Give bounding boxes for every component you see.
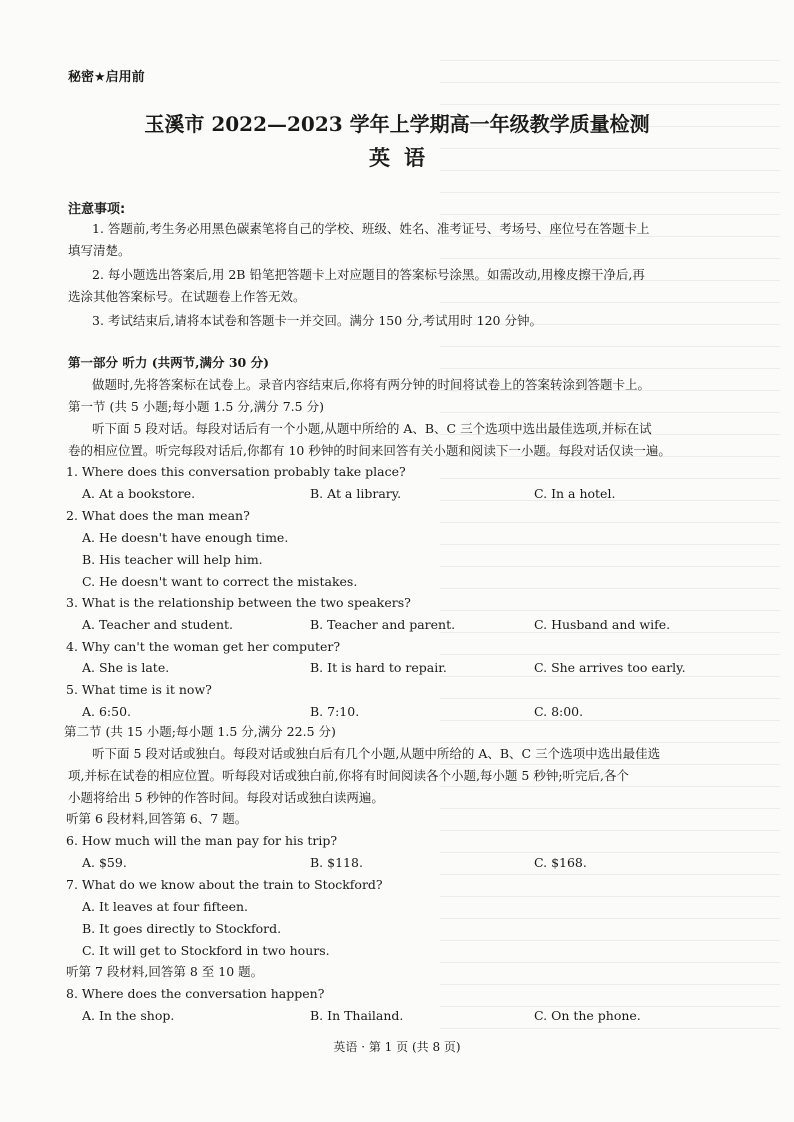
notice-item-1-line-2: 填写清楚。 bbox=[68, 243, 131, 258]
question-7-stem: 7. What do we know about the train to Stockford? bbox=[66, 877, 383, 892]
question-3-stem: 3. What is the relationship between the two speakers? bbox=[66, 595, 411, 610]
section2-instructions-line-3: 小题将给出 5 秒钟的作答时间。每段对话或独白读两遍。 bbox=[68, 790, 384, 805]
page-footer: 英语 · 第 1 页 (共 8 页) bbox=[333, 1040, 461, 1054]
question-3-option-b: B. Teacher and parent. bbox=[310, 617, 456, 632]
section1-instructions-line-1: 听下面 5 段对话。每段对话后有一个小题,从题中所给的 A、B、C 三个选项中选出最佳选项,并标在试 bbox=[92, 421, 652, 436]
question-8-stem: 8. Where does the conversation happen? bbox=[66, 986, 325, 1001]
question-4-stem: 4. Why can't the woman get her computer? bbox=[66, 639, 341, 654]
question-1-option-b: B. At a library. bbox=[310, 486, 402, 501]
notice-item-3: 3. 考试结束后,请将本试卷和答题卡一并交回。满分 150 分,考试用时 120 分钟。 bbox=[92, 313, 542, 328]
question-5-option-a: A. 6:50. bbox=[82, 704, 132, 719]
material-7-instruction: 听第 7 段材料,回答第 8 至 10 题。 bbox=[66, 964, 264, 979]
part1-intro: 做题时,先将答案标在试卷上。录音内容结束后,你将有两分钟的时间将试卷上的答案转涂到答题卡上。 bbox=[92, 377, 650, 392]
question-7-option-b: B. It goes directly to Stockford. bbox=[82, 921, 282, 936]
question-4-option-a: A. She is late. bbox=[82, 660, 170, 675]
question-5-option-c: C. 8:00. bbox=[534, 704, 584, 719]
part1-heading: 第一部分 听力 (共两节,满分 30 分) bbox=[68, 355, 269, 370]
question-2-stem: 2. What does the man mean? bbox=[66, 508, 250, 523]
question-6-stem: 6. How much will the man pay for his trip? bbox=[66, 833, 338, 848]
question-2-option-c: C. He doesn't want to correct the mistakes. bbox=[82, 574, 358, 589]
section1-heading: 第一节 (共 5 小题;每小题 1.5 分,满分 7.5 分) bbox=[68, 399, 324, 414]
question-6-option-a: A. $59. bbox=[82, 855, 127, 870]
scan-bleed-through bbox=[440, 60, 780, 1040]
question-3-option-a: A. Teacher and student. bbox=[82, 617, 234, 632]
notice-heading: 注意事项: bbox=[68, 202, 126, 217]
section2-instructions-line-2: 项,并标在试卷的相应位置。听每段对话或独白前,你将有时间阅读各个小题,每小题 5 秒钟;听完后,各个 bbox=[68, 768, 630, 783]
exam-title: 玉溪市 2022—2023 学年上学期高一年级教学质量检测 bbox=[144, 112, 650, 136]
question-1-stem: 1. Where does this conversation probably take place? bbox=[66, 464, 406, 479]
question-8-option-c: C. On the phone. bbox=[534, 1008, 641, 1023]
section2-instructions-line-1: 听下面 5 段对话或独白。每段对话或独白后有几个小题,从题中所给的 A、B、C 三个选项中选出最佳选 bbox=[92, 746, 661, 761]
question-1-option-a: A. At a bookstore. bbox=[82, 486, 196, 501]
question-2-option-a: A. He doesn't have enough time. bbox=[82, 530, 289, 545]
question-5-stem: 5. What time is it now? bbox=[66, 682, 212, 697]
question-4-option-b: B. It is hard to repair. bbox=[310, 660, 447, 675]
section1-instructions-line-2: 卷的相应位置。听完每段对话后,你都有 10 秒钟的时间来回答有关小题和阅读下一小题。每段对话仅读一遍。 bbox=[68, 443, 671, 458]
notice-item-1-line-1: 1. 答题前,考生务必用黑色碳素笔将自己的学校、班级、姓名、准考证号、考场号、座位号在答题卡上 bbox=[92, 221, 650, 236]
question-1-option-c: C. In a hotel. bbox=[534, 486, 616, 501]
section2-heading: 第二节 (共 15 小题;每小题 1.5 分,满分 22.5 分) bbox=[64, 724, 336, 739]
question-4-option-c: C. She arrives too early. bbox=[534, 660, 686, 675]
material-6-instruction: 听第 6 段材料,回答第 6、7 题。 bbox=[66, 811, 248, 826]
question-7-option-a: A. It leaves at four fifteen. bbox=[82, 899, 249, 914]
notice-item-2-line-2: 选涂其他答案标号。在试题卷上作答无效。 bbox=[68, 289, 306, 304]
question-6-option-b: B. $118. bbox=[310, 855, 363, 870]
question-3-option-c: C. Husband and wife. bbox=[534, 617, 671, 632]
confidential-label: 秘密★启用前 bbox=[68, 70, 145, 85]
notice-item-2-line-1: 2. 每小题选出答案后,用 2B 铅笔把答题卡上对应题目的答案标号涂黑。如需改动,用橡皮擦干净后,再 bbox=[92, 267, 645, 282]
question-8-option-b: B. In Thailand. bbox=[310, 1008, 404, 1023]
question-7-option-c: C. It will get to Stockford in two hours. bbox=[82, 943, 330, 958]
question-8-option-a: A. In the shop. bbox=[82, 1008, 175, 1023]
question-6-option-c: C. $168. bbox=[534, 855, 587, 870]
question-5-option-b: B. 7:10. bbox=[310, 704, 360, 719]
subject-title: 英语 bbox=[369, 145, 439, 170]
question-2-option-b: B. His teacher will help him. bbox=[82, 552, 263, 567]
